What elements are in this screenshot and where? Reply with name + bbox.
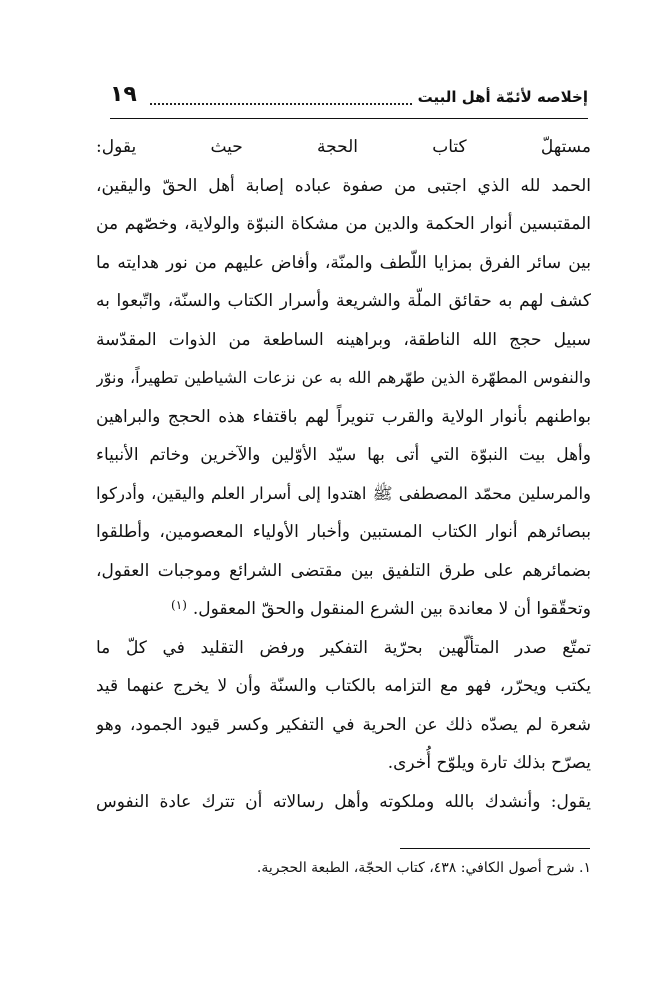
footnote: ١. شرح أصول الكافي: ٤٣٨، كتاب الحجّة، الطبعة الحجرية. (256, 860, 591, 876)
text-line: المقتبسين أنوار الحكمة والدين من مشكاة النبوّة والولاية، وخصّهم من (96, 214, 591, 234)
text-line: ببصائرهم أنوار الكتاب المستبين وأخبار الأولياء المعصومين، وأطلقوا (96, 522, 591, 542)
header-rule (110, 118, 588, 119)
text-line: وتحقّقوا أن لا معاندة بين الشرع المنقول والحقّ المعقول.$^{(١)}$ (171, 598, 591, 619)
footnote-rule (400, 848, 590, 849)
text-line: كشف لهم به حقائق الملّة والشريعة وأسرار الكتاب والسنّة، واتّبعوا به (96, 291, 591, 311)
text-line: وأهل بيت النبوّة التي أتى بها سيّد الأوّلين والآخرين وخاتم الأنبياء (96, 445, 591, 465)
body-text (96, 128, 591, 821)
text-line: بين سائر الفرق بمزايا اللّطف والمنّة، وأفاض عليهم من نور هدايته ما (96, 252, 591, 273)
text-line: بواطنهم بأنوار الولاية والقرب تنويراً لهم باقتفاء هذه الحجج والبراهين (96, 406, 591, 427)
text-line: بضمائرهم على طرق التلفيق بين مقتضى الشرائع وموجبات العقول، (96, 560, 591, 581)
text-line: والنفوس المطهّرة الذين طهّرهم الله به عن نزعات الشياطين تطهيراً، ونوّر (96, 368, 591, 387)
text-line: يقول: وأنشدك بالله وملكوته وأهل رسالاته أن تترك عادة النفوس (96, 791, 591, 812)
text-line: والمرسلين محمّد المصطفى ﷺ اهتدوا إلى أسرار العلم واليقين، وأدركوا (96, 483, 591, 503)
header-dot-leader (150, 103, 412, 105)
footnote-marker: (١) (171, 598, 187, 612)
text-line: شعرة لم يصدّه ذلك عن الحرية في التفكير وكسر قيود الجمود، وهو (96, 714, 591, 735)
text-line: مستهلّ كتاب الحجة حيث يقول: (96, 137, 591, 157)
text-line: يصرّح بذلك تارة ويلوّح أُخرى. (387, 753, 591, 773)
text-line: سبيل حجج الله الناطقة، وبراهينه الساطعة من الذوات المقدّسة (96, 329, 591, 350)
header-title: إخلاصه لأئمّة أهل البيت (417, 88, 588, 106)
page-number: ١٩ (110, 82, 137, 107)
text-line: الحمد لله الذي اجتبى من صفوة عباده إصابة أهل الحقّ واليقين، (96, 175, 591, 196)
text-line: يكتب ويحرّر، فهو مع التزامه بالكتاب والسنّة وأن لا يخرج عنهما قيد (96, 676, 591, 696)
text-line: تمتّع صدر المتألّهين بحرّية التفكير ورفض التقليد في كلّ ما (96, 637, 591, 658)
running-header (110, 82, 588, 116)
